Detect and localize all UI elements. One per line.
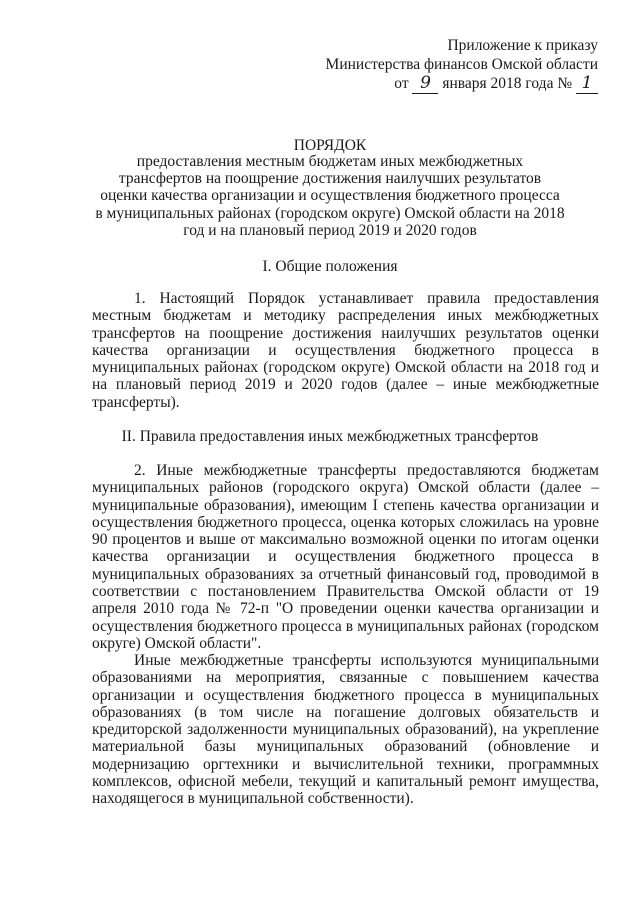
paragraph-1: 1. Настоящий Порядок устанавливает правила предоставления местным бюджетам и методику распределения иных межбюджетных трансфертов на поощрение достижения наилучших результатов оценки качества организации и осуществления бюджетного процесса в муниципальных районах (городском округе) Омской области на 2018 год и на плановый период 2019 и 2020 годов (далее – иные межбюджетные трансферты). (92, 290, 599, 411)
paragraph-2: 2. Иные межбюджетные трансферты предоставляются бюджетам муниципальных районов (городского округа) Омской области (далее – муниципальные образования), имеющим I степень качества организации и осуществления бюджетного процесса, оценка которых сложилась на уровне 90 процентов и выше от максимально возможной оценки по итогам оценки качества организации и осуществления бюджетного процесса в муниципальных образованиях за отчетный финансовый год, проводимой в соответствии с постановлением Правительства Омской области от 19 апреля 2010 года № 72-п "О проведении оценки качества организации и осуществления бюджетного процесса в муниципальных районах (городском округе) Омской области". (92, 462, 599, 652)
appendix-order-number: 1 (576, 74, 598, 94)
section-heading-general: I. Общие положения (262, 258, 398, 275)
document-title: ПОРЯДОК (293, 137, 367, 154)
document-subtitle: предоставления местным бюджетам иных межбюджетных трансфертов на поощрение достижения наилучших результатов оценки качества организации и осуществления бюджетного процесса в муниципальных районах (городском округе) Омской области на 2018 год и на плановый период 2019 и 2020 годов (95, 153, 565, 239)
appendix-date-rest: января 2018 года № (442, 75, 573, 92)
appendix-line-2: Министерства финансов Омской области (325, 56, 598, 73)
paragraph-3: Иные межбюджетные трансферты используются муниципальными образованиями на мероприятия, связанные с повышением качества организации и осуществления бюджетного процесса в муниципальных образованиях (в том числе на погашение долговых обязательств и кредиторской задолженности муниципальных образований), на укрепление материальной базы муниципальных образований (обновление и модернизацию оргтехники и вычислительной техники, программных комплексов, офисной мебели, текущий и капитальный ремонт имущества, находящегося в муниципальной собственности). (92, 652, 599, 808)
appendix-date-line (326, 74, 598, 94)
appendix-note (326, 36, 598, 94)
section-heading-rules: II. Правила предоставления иных межбюджетных трансфертов (121, 428, 539, 445)
appendix-date-day: 9 (412, 74, 438, 94)
appendix-date-prefix: от (394, 75, 409, 92)
appendix-line-1: Приложение к приказу (447, 37, 598, 54)
